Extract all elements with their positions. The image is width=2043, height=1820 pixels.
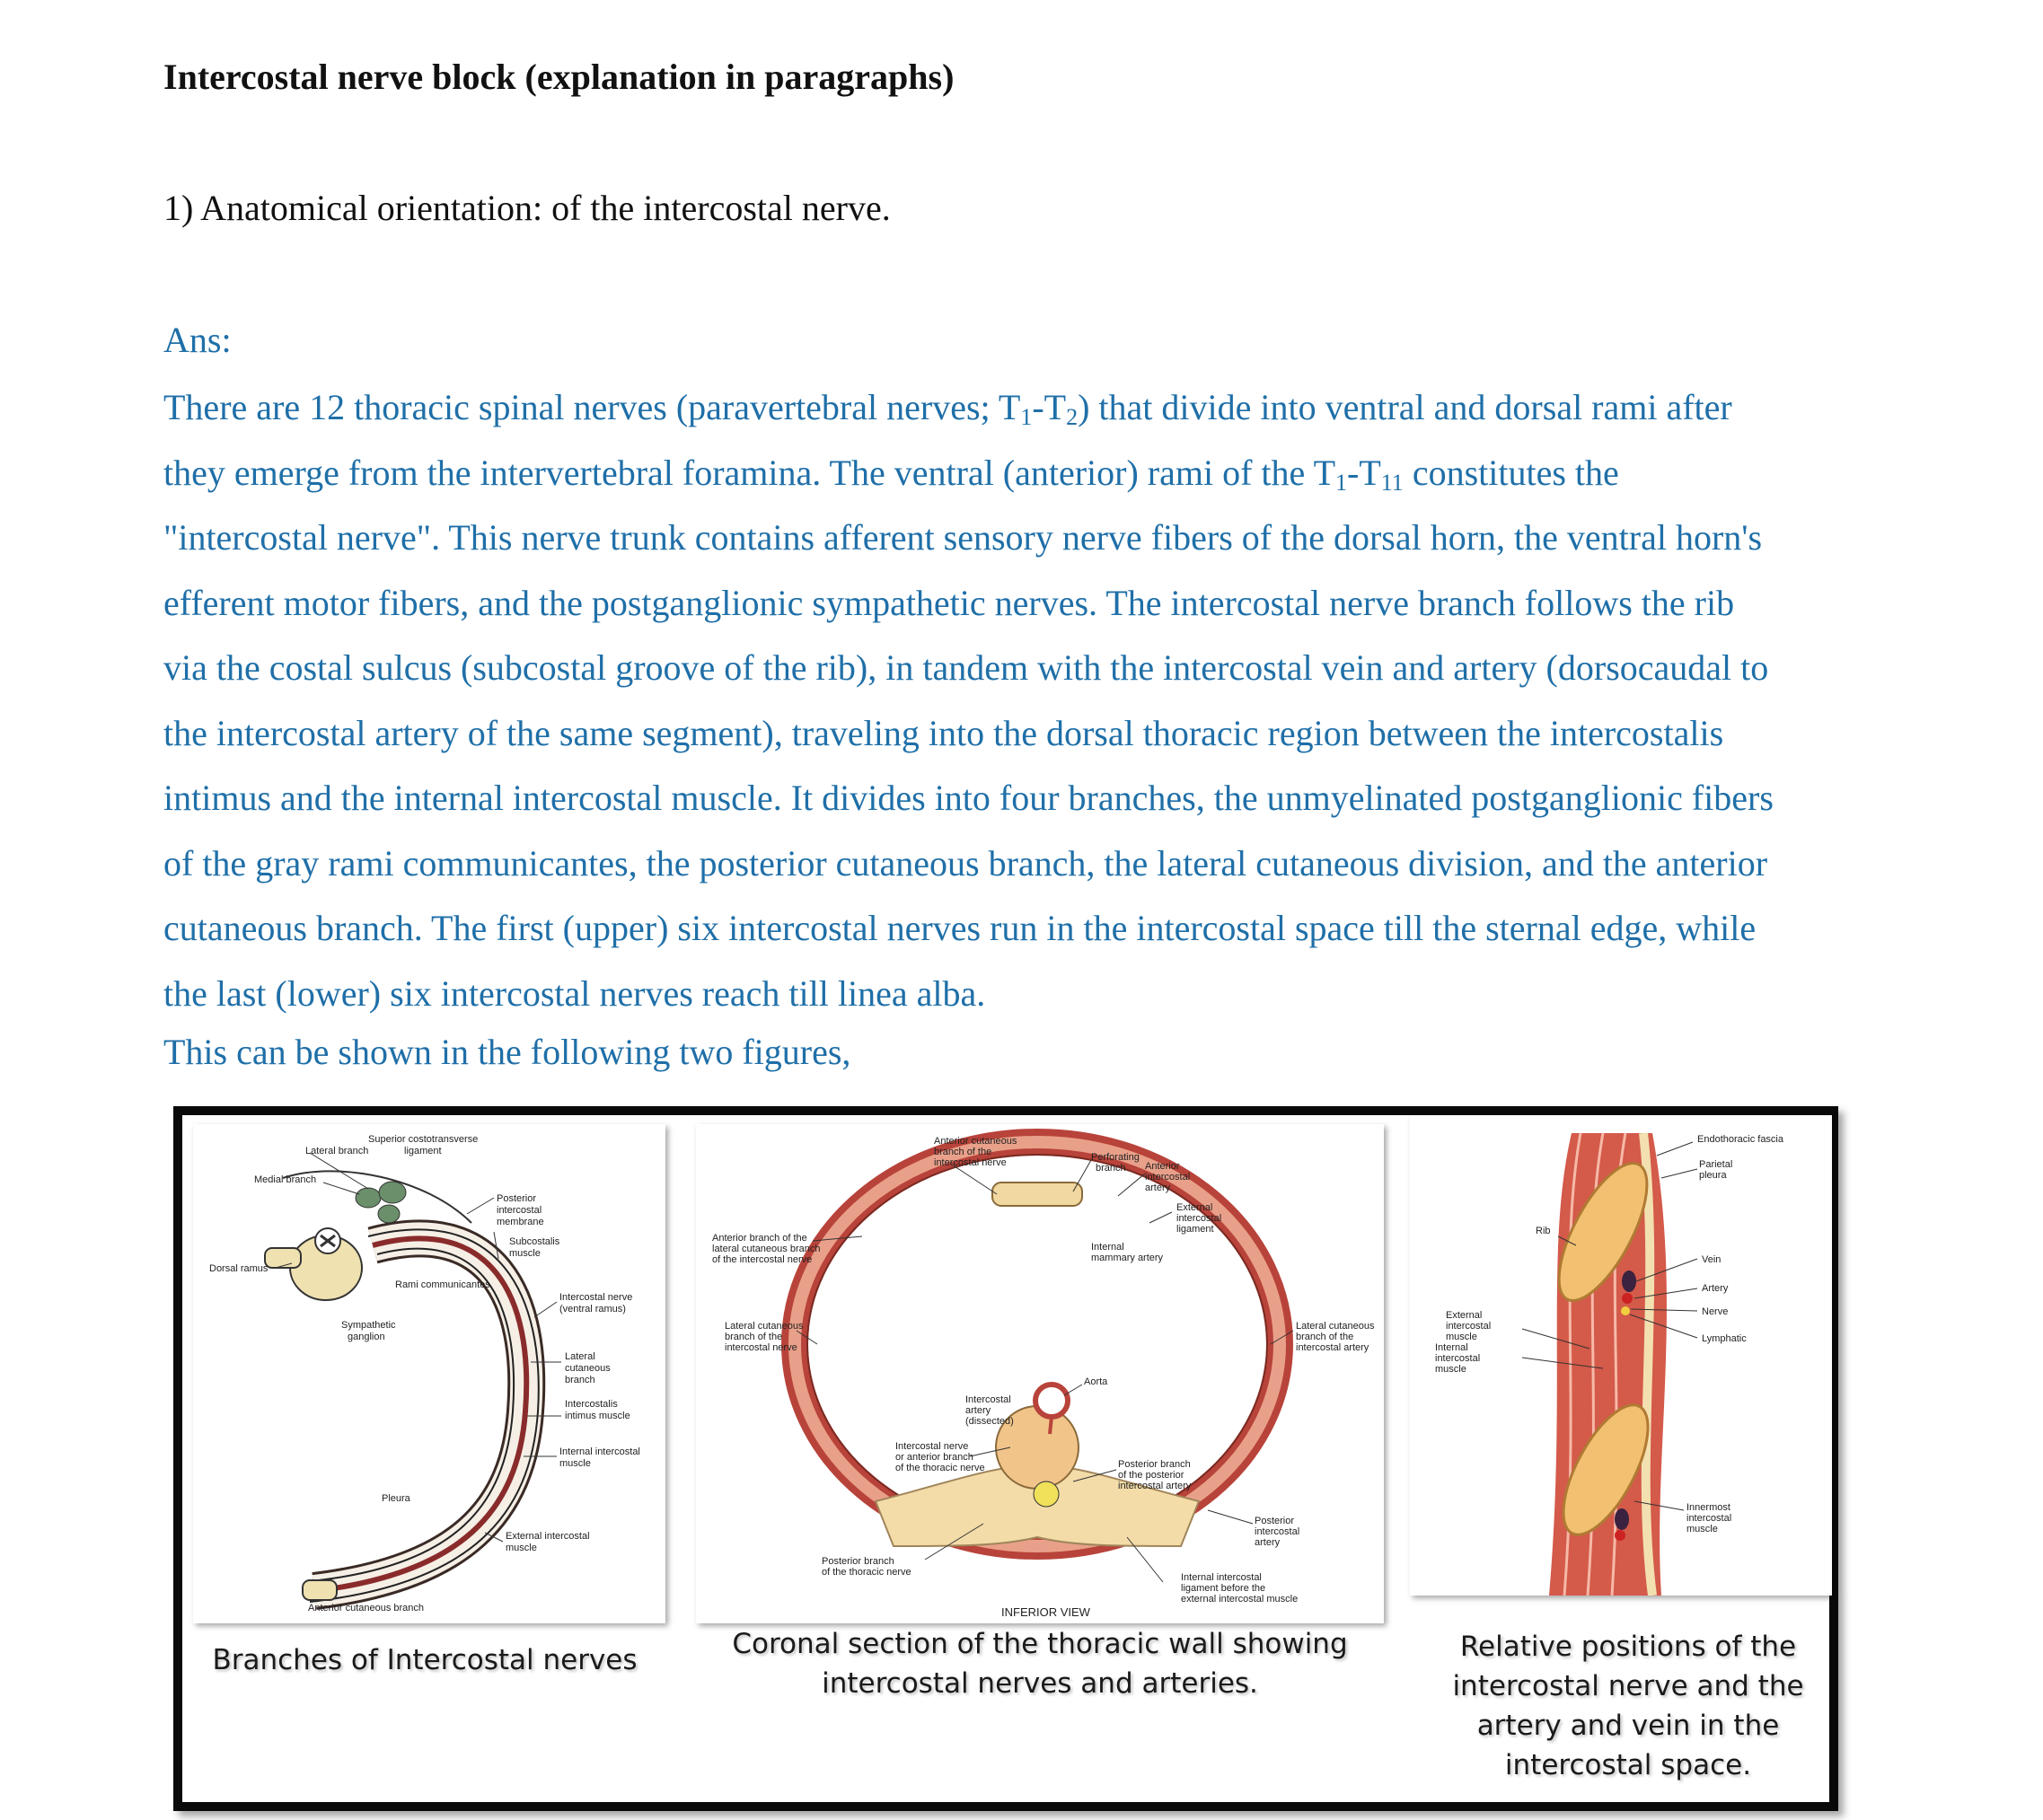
caption-positions [1440,1627,1817,1785]
label-internal: Internal [1435,1342,1468,1353]
label-intercostal: intercostal [1145,1172,1191,1183]
label-posterior-branch: Posterior branch [1118,1459,1191,1470]
label-anterior-branch: or anterior branch [895,1452,973,1463]
label-intercostal-nerve: Intercostal nerve [559,1292,633,1303]
label-membrane: membrane [497,1217,544,1227]
label-lateral: Lateral [565,1351,595,1362]
label-ventral-ramus: (ventral ramus) [559,1304,626,1314]
label-muscle: muscle [559,1458,591,1469]
answer-line: efferent motor fibers, and the postganglionic sympathetic nerves. The intercostal nerve branch follows the rib [163,582,1735,623]
answer-line: the intercostal artery of the same segment), traveling into the dorsal thoracic region between the intercostalis [163,712,1724,753]
label-intercostal: intercostal [497,1205,542,1216]
label-thoracic-nerve: of the thoracic nerve [822,1567,911,1578]
label-vein: Vein [1702,1254,1722,1265]
label-branch-right: branch of the [1296,1332,1354,1342]
answer-line: via the costal sulcus (subcostal groove of the rib), in tandem with the intercostal vein and artery (dorsocaudal to [163,647,1769,688]
caption-coronal [696,1624,1384,1703]
label-external: External [1176,1202,1213,1213]
label-muscle: muscle [506,1543,537,1553]
coronal-section-illustration [696,1124,1384,1623]
document-title: Intercostal nerve block (explanation in paragraphs) [163,57,955,97]
label-lateral-cutaneous-branch: lateral cutaneous branch [712,1244,821,1254]
label-intercostal: intercostal [1446,1321,1492,1332]
label-branch-left: branch of the [725,1332,783,1342]
label-intercostalis: Intercostalis [565,1399,618,1410]
label-anterior: Anterior [1145,1161,1180,1172]
label-posterior-branch: Posterior branch [822,1556,894,1567]
label-ligament-before: ligament before the [1181,1583,1266,1594]
label-aorta: Aorta [1084,1376,1108,1387]
label-muscle: muscle [1446,1332,1477,1342]
figure-coronal-panel [696,1124,1384,1623]
label-subcostalis: Subcostalis [509,1236,560,1247]
answer-line: "intercostal nerve". This nerve trunk contains afferent sensory nerve fibers of the dorsal horn, the ventral horn's [163,517,1763,558]
caption-coronal-line2: intercostal nerves and arteries. [822,1667,1258,1700]
label-endothoracic-fascia: Endothoracic fascia [1697,1134,1783,1145]
figure-positions-panel [1410,1115,1832,1596]
label-pleura: pleura [1699,1170,1727,1181]
label-nerve: Nerve [1702,1306,1729,1317]
answer-line: they emerge from the intervertebral foramina. The ventral (anterior) rami of the $T_1-T_{11}$ constitutes the [163,452,1619,496]
label-posterior: Posterior [497,1193,537,1204]
label-internal-intercostal: Internal intercostal [1181,1572,1262,1583]
label-superior-costotransverse: Superior costotransverse [368,1134,479,1145]
label-external: External [1446,1310,1483,1321]
answer-label: Ans: [163,320,232,360]
label-external-intercostal: External intercostal [506,1531,590,1542]
label-artery: Artery [1702,1283,1729,1294]
label-external-intercostal-muscle: external intercostal muscle [1181,1594,1299,1605]
label-artery: artery [1255,1537,1281,1548]
label-ligament: ligament [404,1146,442,1156]
label-muscle: muscle [1686,1524,1718,1534]
label-innermost: Innermost [1686,1502,1730,1513]
caption-positions-line1: Relative positions of the [1459,1631,1797,1663]
label-intercostal-artery-right: intercostal artery [1296,1342,1369,1353]
label-parietal: Parietal [1699,1159,1733,1170]
caption-positions-line4: intercostal space. [1504,1749,1752,1781]
label-anterior-branch: Anterior branch of the [712,1233,807,1244]
label-intercostal-artery: Intercostal [965,1394,1011,1405]
label-muscle: muscle [509,1248,541,1259]
label-artery: artery [965,1405,991,1416]
label-ganglion: ganglion [348,1332,385,1342]
label-medial-branch: Medial branch [254,1174,317,1185]
label-posterior: Posterior [1255,1516,1295,1526]
label-anterior-cutaneous-branch: Anterior cutaneous branch [308,1603,425,1613]
figure-branches-panel [193,1124,665,1623]
answer-line: There are 12 thoracic spinal nerves (paravertebral nerves; $T_1-T_2$) that divide into ventral and dorsal rami after [163,387,1732,430]
label-sympathetic: Sympathetic [341,1320,396,1331]
label-dissected: (dissected) [965,1416,1014,1427]
label-lateral-cutaneous-right: Lateral cutaneous [1296,1321,1375,1332]
label-artery: artery [1145,1183,1171,1193]
caption-coronal-line1: Coronal section of the thoracic wall showing [732,1628,1348,1660]
question-heading: 1) Anatomical orientation: of the intercostal nerve. [163,188,891,228]
label-dorsal-ramus: Dorsal ramus [209,1263,269,1274]
label-rami-communicantes: Rami communicantes [395,1279,490,1290]
label-intercostal: intercostal [1686,1513,1732,1524]
label-intercostal-artery: intercostal artery [1118,1481,1192,1491]
label-pleura: Pleura [382,1493,410,1504]
label-thoracic-nerve: of the thoracic nerve [895,1463,985,1473]
label-cutaneous: cutaneous [565,1363,611,1374]
label-ligament: ligament [1176,1224,1214,1235]
answer-line: the last (lower) six intercostal nerves reach till linea alba. [163,972,986,1014]
label-lymphatic: Lymphatic [1702,1333,1747,1344]
label-of-the-posterior: of the posterior [1118,1470,1184,1481]
label-internal: Internal [1091,1242,1124,1253]
label-intercostal: intercostal [1435,1353,1481,1364]
label-internal-intercostal: Internal intercostal [559,1446,640,1457]
label-intercostal-nerve-left: intercostal nerve [725,1342,797,1353]
caption-positions-line3: artery and vein in the [1476,1710,1780,1742]
label-of-intercostal-nerve: of the intercostal nerve [712,1254,813,1265]
answer-line: intimus and the internal intercostal muscle. It divides into four branches, the unmyelinated postganglionic fibers [163,778,1774,818]
branches-illustration [193,1124,665,1623]
answer-line: cutaneous branch. The first (upper) six intercostal nerves run in the intercostal space till the sternal edge, while [163,908,1757,948]
figure-frame [173,1106,1838,1811]
label-mammary-artery: mammary artery [1091,1253,1164,1263]
label-lateral-cutaneous-left: Lateral cutaneous [725,1321,804,1332]
label-lateral-branch: Lateral branch [305,1146,369,1156]
label-intercostal-nerve-or: Intercostal nerve [895,1441,969,1452]
label-intercostal-nerve: intercostal nerve [934,1157,1007,1168]
answer-paragraph [163,375,1870,1026]
answer-line: of the gray rami communicantes, the posterior cutaneous branch, the lateral cutaneous division, and the anterior [163,842,1768,884]
label-intercostal: intercostal [1255,1526,1300,1537]
label-perforating-branch: branch [1096,1163,1126,1174]
label-muscle: muscle [1435,1364,1466,1375]
label-inferior-view: INFERIOR VIEW [1001,1605,1090,1619]
label-rib: Rib [1536,1226,1551,1236]
caption-branches: Branches of Intercostal nerves [212,1644,638,1676]
intercostal-space-illustration [1410,1115,1832,1596]
label-anterior-cutaneous: Anterior cutaneous [934,1136,1017,1147]
label-branch-of-the: branch of the [934,1147,992,1157]
figures-intro: This can be shown in the following two figures, [163,1032,851,1072]
label-branch: branch [565,1375,595,1385]
label-intercostal: intercostal [1176,1213,1222,1224]
label-intimus-muscle: intimus muscle [565,1411,630,1421]
caption-positions-line2: intercostal nerve and the [1452,1670,1804,1702]
label-perforating: Perforating [1091,1152,1140,1163]
